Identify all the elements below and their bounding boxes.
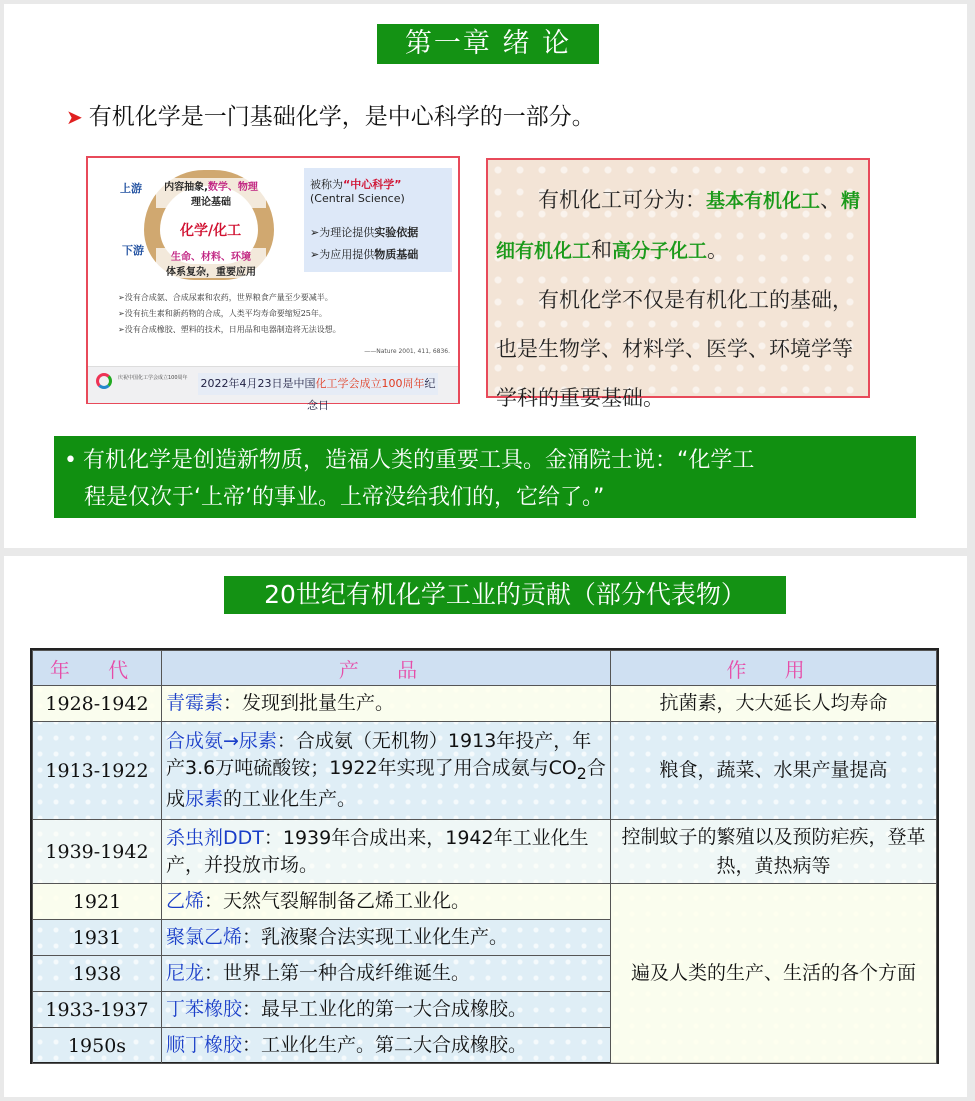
product-desc: ：世界上第一种合成纤维诞生。 [204,962,471,984]
row-effect: 抗菌素，大大延长人均寿命 [611,686,937,722]
row-year: 1931 [33,920,162,956]
chapter-title: 第一章 绪 论 [377,24,599,64]
product-name: 聚氯乙烯 [166,926,243,948]
nature-quotes [118,290,448,338]
cs-term: “中心科学” [343,178,402,191]
row-year: 1950s [33,1028,162,1064]
upstream-label: 上游 [120,182,142,195]
cs-point-2 [310,246,418,262]
contributions-grid [32,650,937,1064]
table-row [33,820,937,884]
downstream-text-a: 生命、材料、环境 [171,252,251,263]
product-name: 尼龙 [166,962,205,984]
product-subscript: 2 [576,763,587,783]
row-product [162,920,611,956]
nature-line: ➢没有抗生素和新药物的合成，人类平均寿命要缩短25年。 [118,309,327,318]
product-desc: ：最早工业化的第一大合成橡胶。 [242,998,528,1020]
nature-line: ➢没有合成橡胶、塑料的技术，日用品和电器制造将无法设想。 [118,325,341,334]
footer-small-text: 庆祝中国化工学会成立100周年 [118,375,188,381]
product-desc: ：发现到批量生产。 [223,692,395,714]
contributions-table [30,648,939,1064]
merged-effect: 遍及人类的生产、生活的各个方面 [611,884,937,1064]
upstream-text-c: 理论基础 [191,197,231,208]
product-name: 青霉素 [166,692,224,714]
cs-point-1-a: ➢为理论提供 [310,226,375,239]
anniversary-c: 纪念日 [307,377,436,412]
product-desc: ：合成氨（无机物）1913年投产，年产3.6万吨硫酸铵；1922年实现了用合成氨与CO [166,729,592,779]
upstream-text [156,178,266,208]
chemistry-diagram [92,164,292,284]
product-desc: ：工业化生产。第二大合成橡胶。 [242,1034,528,1056]
row-year: 1913-1922 [33,722,162,820]
table-header-row [33,651,937,686]
downstream-text [156,248,266,278]
downstream-label: 下游 [122,244,144,257]
product-desc: ：1939年合成出来，1942年工业化生产，并投放市场。 [166,826,589,876]
cs-point-2-a: ➢为应用提供 [310,248,375,261]
row-year: 1939-1942 [33,820,162,884]
bullet-dot-icon: • [64,448,77,473]
quote-box [54,436,916,518]
cs-point-1 [310,224,418,240]
table-row [33,884,937,920]
table-title: 20世纪有机化学工业的贡献（部分代表物） [224,576,786,614]
product-desc-2: 合成 [166,756,606,811]
slide-1 [4,4,967,548]
p1-intro: 有机化工可分为： [538,188,706,212]
nature-line: ➢没有合成氨、合成尿素和农药，世界粮食产量至少要减半。 [118,293,333,302]
table-row [33,722,937,820]
anniversary-a: 2022年4月23日是中国 [200,377,316,390]
cs-prefix: 被称为 [310,178,343,191]
quote-line-2: 程是仅次于‘上帝’的事业。上帝没给我们的，它给了。” [84,485,605,510]
nature-source: ——Nature 2001, 411, 6836. [364,348,450,355]
upstream-text-a: 内容抽象, [164,182,208,193]
product-name: 顺丁橡胶 [166,1034,243,1056]
row-effect: 粮食，蔬菜、水果产量提高 [611,722,937,820]
cs-english: (Central Science) [310,192,405,205]
row-product [162,884,611,920]
upstream-text-b: 数学、物理 [207,182,258,193]
row-product [162,820,611,884]
header-product: 产 品 [162,651,611,686]
central-science-image [86,156,460,412]
row-product [162,686,611,722]
row-year: 1933-1937 [33,992,162,1028]
downstream-text-b: 体系复杂，重要应用 [166,267,256,278]
quote-line-1 [64,442,908,479]
row-effect: 控制蚊子的繁殖以及预防疟疾，登革热，黄热病等 [611,820,937,884]
product-name: 乙烯 [166,890,205,912]
product-desc: ：乳液聚合法实现工业化生产。 [242,926,509,948]
product-name-2: 尿素 [185,788,224,811]
image-footer [88,366,458,412]
p1-end: 。 [707,238,729,262]
row-product [162,1028,611,1064]
anniversary-banner [198,373,438,412]
cs-point-2-b: 物质基础 [374,248,419,261]
organic-industry-panel [486,158,870,410]
product-name: 杀虫剂DDT [166,826,264,849]
product-desc: ：天然气裂解制备乙烯工业化。 [204,890,471,912]
product-name: 合成氨→尿素 [166,729,277,752]
row-product [162,722,611,820]
p1-basic: 基本有机化工 [706,190,821,212]
central-science-box [304,168,452,272]
table-row [33,686,937,722]
p1-sep: 、 [820,188,842,212]
row-year: 1921 [33,884,162,920]
cs-title [310,176,401,192]
product-desc-3: 的工业化生产。 [223,788,357,811]
intro-bullet-text: 有机化学是一门基础化学，是中心科学的一部分。 [88,104,595,130]
row-year: 1938 [33,956,162,992]
header-year: 年 代 [33,651,162,686]
row-product [162,992,611,1028]
anniversary-b: 化工学会成立100周年 [315,377,425,390]
quote-line-1-text: 有机化学是创造新物质，造福人类的重要工具。金涌院士说：“化学工 [82,448,755,473]
p1-polymer: 高分子化工 [612,240,708,262]
intro-bullet [66,98,595,131]
arrow-bullet-icon: ➤ [66,105,83,129]
header-effect: 作 用 [611,651,937,686]
row-year: 1928-1942 [33,686,162,722]
cs-point-1-b: 实验依据 [374,226,419,239]
row-product [162,956,611,992]
p1-fine: 精细有机化工 [496,190,861,262]
p1-and: 和 [591,238,613,262]
product-name: 丁苯橡胶 [166,998,243,1020]
society-logo-icon [96,373,112,389]
p2-text: 有机化学不仅是有机化工的基础，也是生物学、材料学、医学、环境学等学科的重要基础。 [496,288,853,410]
slide-2 [4,556,967,1097]
organic-industry-text [496,176,864,423]
core-label: 化学/化工 [180,223,242,239]
